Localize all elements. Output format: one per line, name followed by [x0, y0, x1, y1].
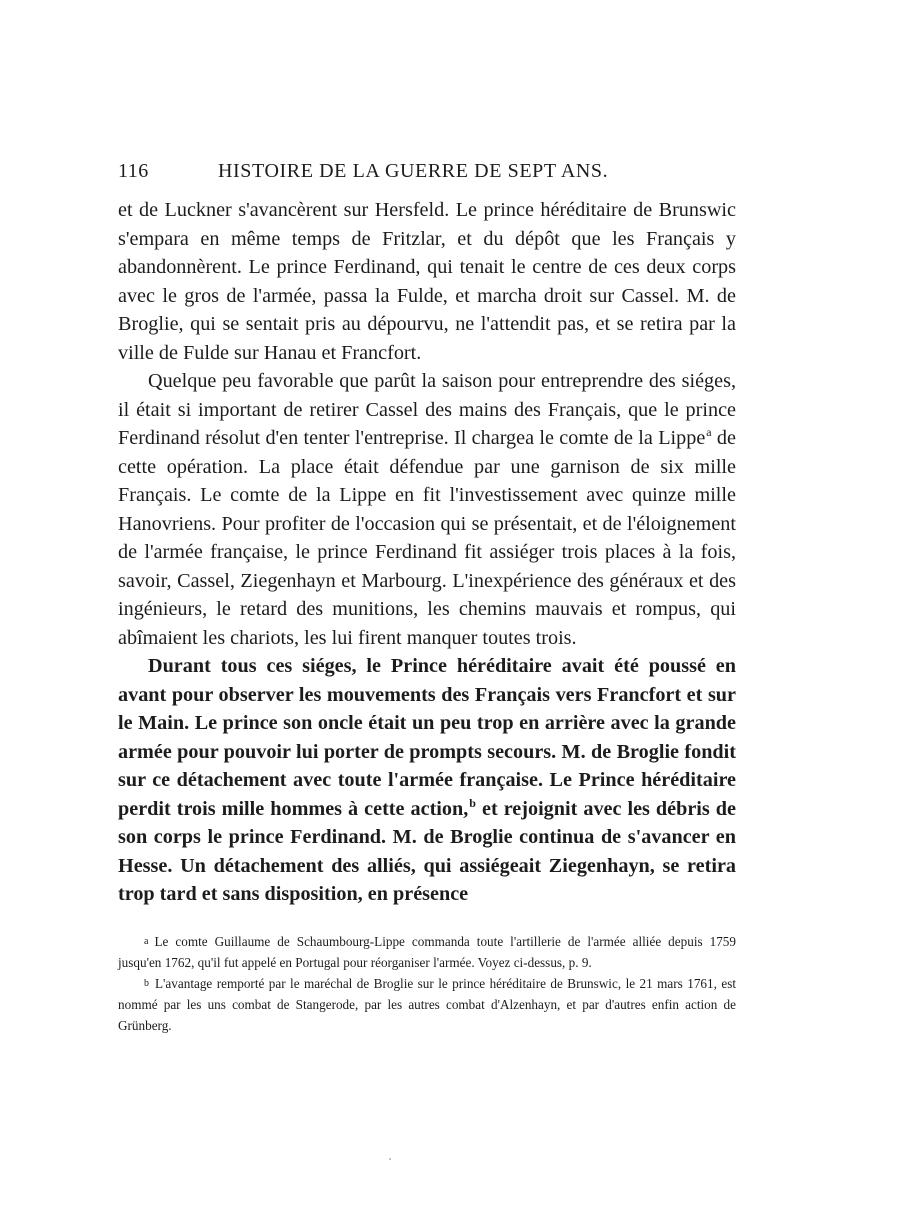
body-text: [118, 196, 736, 909]
footnote-a-mark: a: [144, 935, 149, 947]
page-number: 116: [118, 160, 149, 182]
footnote-ref-b[interactable]: b: [469, 795, 476, 810]
page-header: [118, 160, 736, 192]
paragraph-1-text: et de Luckner s'avancèrent sur Hersfeld. Le prince héréditaire de Brunswic s'empara en même temps de Fritzlar, et du dépôt que les Français y abandonnèrent. Le prince Ferdinand, qui tenait le centre de ces deux corps avec le gros de l'armée, passa la Fulde, et marcha droit sur Cassel. M. de Broglie, qui se sentait pris au dépourvu, ne l'attendit pas, et se retira par la ville de Fulde sur Hanau et Francfort.: [118, 199, 736, 364]
footnote-ref-a[interactable]: a: [706, 425, 712, 439]
paragraph-3: [118, 652, 736, 909]
paragraph-3-text-after-ref: et rejoignit avec les débris de son corps le prince Ferdinand. M. de Broglie continua de s'avancer en Hesse. Un détachement des alliés, qui assiégeait Ziegenhayn, se retira trop tard et sans disposition, en présence: [118, 797, 736, 905]
footnotes: [118, 931, 736, 1036]
paragraph-1: [118, 196, 736, 367]
paragraph-2-text-after-ref: de cette opération. La place était défendue par une garnison de six mille Français. Le comte de la Lippe en fit l'investissement avec quinze mille Hanovriens. Pour profiter de l'occasion qui se présentait, et de l'éloignement de l'armée française, le prince Ferdinand fit assiéger trois places à la fois, savoir, Cassel, Ziegenhayn et Marbourg. L'inexpérience des généraux et des ingénieurs, le retard des munitions, les chemins mauvais et rompus, qui abîmaient les chariots, les lui firent manquer toutes trois.: [118, 427, 736, 649]
book-page: [118, 160, 736, 1036]
paragraph-3-text-before-ref: Durant tous ces siéges, le Prince héréditaire avait été poussé en avant pour observer les mouvements des Français vers Francfort et sur le Main. Le prince son oncle était un peu trop en arrière avec la grande armée pour pouvoir lui porter de prompts secours. M. de Broglie fondit sur ce détachement avec toute l'armée française. Le Prince héréditaire perdit trois mille hommes à cette action,: [118, 655, 736, 820]
paragraph-2: [118, 367, 736, 652]
footnote-a: [118, 931, 736, 973]
footnote-b-mark: b: [144, 977, 149, 989]
footnote-b: [118, 973, 736, 1036]
running-title: HISTOIRE DE LA GUERRE DE SEPT ANS.: [218, 160, 609, 182]
footnote-b-text: L'avantage remporté par le maréchal de Broglie sur le prince héréditaire de Brunswic, le 21 mars 1761, est nommé par les uns combat de Stangerode, par les autres combat d'Alzenhayn, et par d'autres enfin action de Grünberg.: [118, 975, 736, 1033]
footnote-a-text: Le comte Guillaume de Schaumbourg-Lippe commanda toute l'artillerie de l'armée alliée depuis 1759 jusqu'en 1762, qu'il fut appelé en Portugal pour réorganiser l'armée. Voyez ci-dessus, p. 9.: [118, 933, 736, 970]
paragraph-2-text-before-ref: Quelque peu favorable que parût la saison pour entreprendre des siéges, il était si important de retirer Cassel des mains des Français, que le prince Ferdinand résolut d'en tenter l'entreprise. Il chargea le comte de la Lippe: [118, 370, 736, 449]
paper-speck: [389, 1158, 391, 1160]
